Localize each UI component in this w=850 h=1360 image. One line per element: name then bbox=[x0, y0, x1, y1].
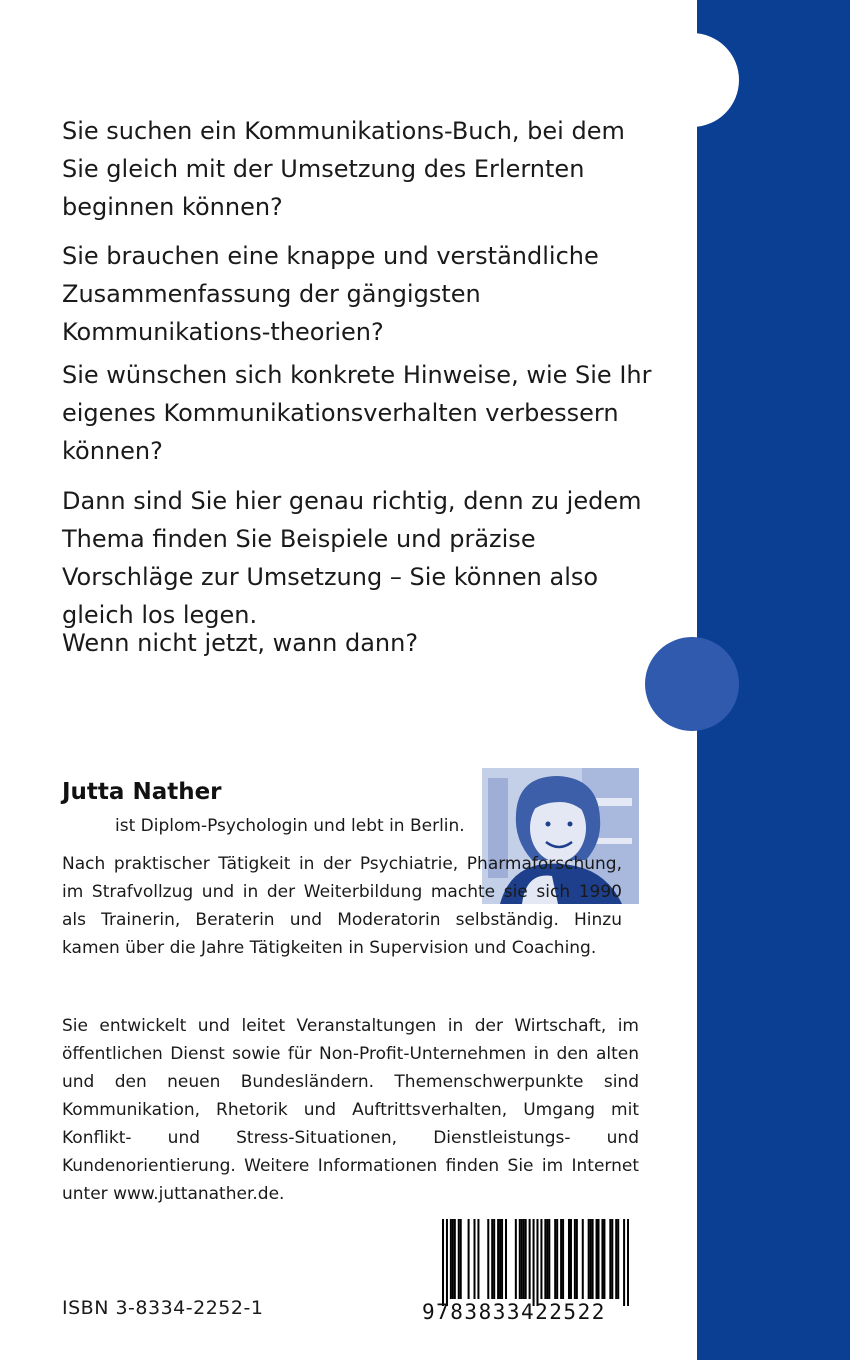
barcode-bar bbox=[540, 1219, 542, 1299]
barcode-bar bbox=[611, 1219, 613, 1299]
barcode-bar bbox=[493, 1219, 495, 1299]
barcode-bar bbox=[521, 1219, 523, 1299]
barcode-bar bbox=[562, 1219, 564, 1299]
barcode-bar bbox=[596, 1219, 598, 1299]
isbn-label: ISBN 3-8334-2252-1 bbox=[62, 1297, 264, 1319]
barcode-bar bbox=[523, 1219, 525, 1299]
barcode-bar bbox=[536, 1219, 538, 1306]
barcode-bar bbox=[505, 1219, 507, 1299]
author-intro: ist Diplom-Psychologin und lebt in Berlin. bbox=[115, 816, 465, 836]
blurb-paragraph-3: Sie wünschen sich konkrete Hinweise, wie Sie Ihr eigenes Kommunikationsverhalten verbessern können? bbox=[62, 361, 652, 465]
barcode-bar bbox=[568, 1219, 570, 1299]
barcode-bar bbox=[544, 1219, 546, 1299]
barcode-bar bbox=[601, 1219, 603, 1299]
barcode-bar bbox=[623, 1219, 625, 1306]
barcode-bar bbox=[548, 1219, 550, 1299]
barcode-bar bbox=[627, 1219, 629, 1306]
barcode-bar bbox=[491, 1219, 493, 1299]
barcode-bar bbox=[576, 1219, 578, 1299]
ean-barcode bbox=[442, 1219, 629, 1306]
barcode-bar bbox=[468, 1219, 470, 1299]
barcode-bar bbox=[582, 1219, 584, 1299]
barcode-bar bbox=[598, 1219, 600, 1299]
author-bio-paragraph-1: Nach praktischer Tätigkeit in der Psychiatrie, Pharmaforschung, im Strafvollzug und in der Weiterbildung machte sie sich 1990 als Trainerin, Beraterin und Moderatorin selbständig. Hinzu kamen über die Jahre Tätigkeiten in Supervision und Coaching. bbox=[62, 854, 622, 958]
blurb-paragraph-4: Dann sind Sie hier genau richtig, denn zu jedem Thema finden Sie Beispiele und präzise Vorschläge zur Umsetzung – Sie können also gleich los legen. bbox=[62, 487, 642, 629]
barcode-bar bbox=[533, 1219, 535, 1306]
barcode-bar bbox=[446, 1219, 448, 1306]
blurb-paragraph-2: Sie brauchen eine knappe und verständliche Zusammenfassung der gängigsten Kommunikations-theorien? bbox=[62, 242, 599, 346]
blurb-paragraph-1: Sie suchen ein Kommunikations-Buch, bei dem Sie gleich mit der Umsetzung des Erlernten beginnen können? bbox=[62, 117, 625, 221]
barcode-bar bbox=[529, 1219, 531, 1299]
barcode-bar bbox=[487, 1219, 489, 1299]
barcode-bar bbox=[442, 1219, 444, 1306]
barcode-bar bbox=[473, 1219, 475, 1299]
barcode-bar bbox=[560, 1219, 562, 1299]
author-name: Jutta Nather bbox=[62, 779, 222, 805]
barcode-bar bbox=[546, 1219, 548, 1299]
barcode-bar bbox=[452, 1219, 454, 1299]
barcode-bar bbox=[570, 1219, 572, 1299]
barcode-bar bbox=[556, 1219, 558, 1299]
blurb-paragraph-5: Wenn nicht jetzt, wann dann? bbox=[62, 629, 419, 657]
barcode-bar bbox=[501, 1219, 503, 1299]
barcode-bar bbox=[450, 1219, 452, 1299]
barcode-bar bbox=[499, 1219, 501, 1299]
barcode-bar bbox=[554, 1219, 556, 1299]
barcode-bar bbox=[460, 1219, 462, 1299]
barcode-bar bbox=[609, 1219, 611, 1299]
barcode-bar bbox=[454, 1219, 456, 1299]
barcode-bar bbox=[603, 1219, 605, 1299]
barcode-bar bbox=[519, 1219, 521, 1299]
barcode-bar bbox=[458, 1219, 460, 1299]
barcode-bar bbox=[515, 1219, 517, 1299]
barcode-digits: 9783833422522 bbox=[422, 1300, 606, 1324]
barcode-bar bbox=[477, 1219, 479, 1299]
author-bio-paragraph-2: Sie entwickelt und leitet Veranstaltungen in der Wirtschaft, im öffentlichen Dienst sowie für Non-Profit-Unternehmen in den alten und den neuen Bundesländern. Themenschwerpunkte sind Kommunikation, Rhetorik und Auftrittsverhalten, Umgang mit Konflikt- und Stress-Situationen, Dienstleistungs- und Kundenorientierung. Weitere Informationen finden Sie im Internet unter www.juttanather.de. bbox=[62, 1016, 639, 1204]
barcode-bar bbox=[497, 1219, 499, 1299]
barcode-bar bbox=[615, 1219, 617, 1299]
barcode-bar bbox=[617, 1219, 619, 1299]
barcode-bar bbox=[590, 1219, 592, 1299]
barcode-bar bbox=[574, 1219, 576, 1299]
barcode-bar bbox=[525, 1219, 527, 1299]
barcode-bar bbox=[592, 1219, 594, 1299]
barcode-bar bbox=[588, 1219, 590, 1299]
